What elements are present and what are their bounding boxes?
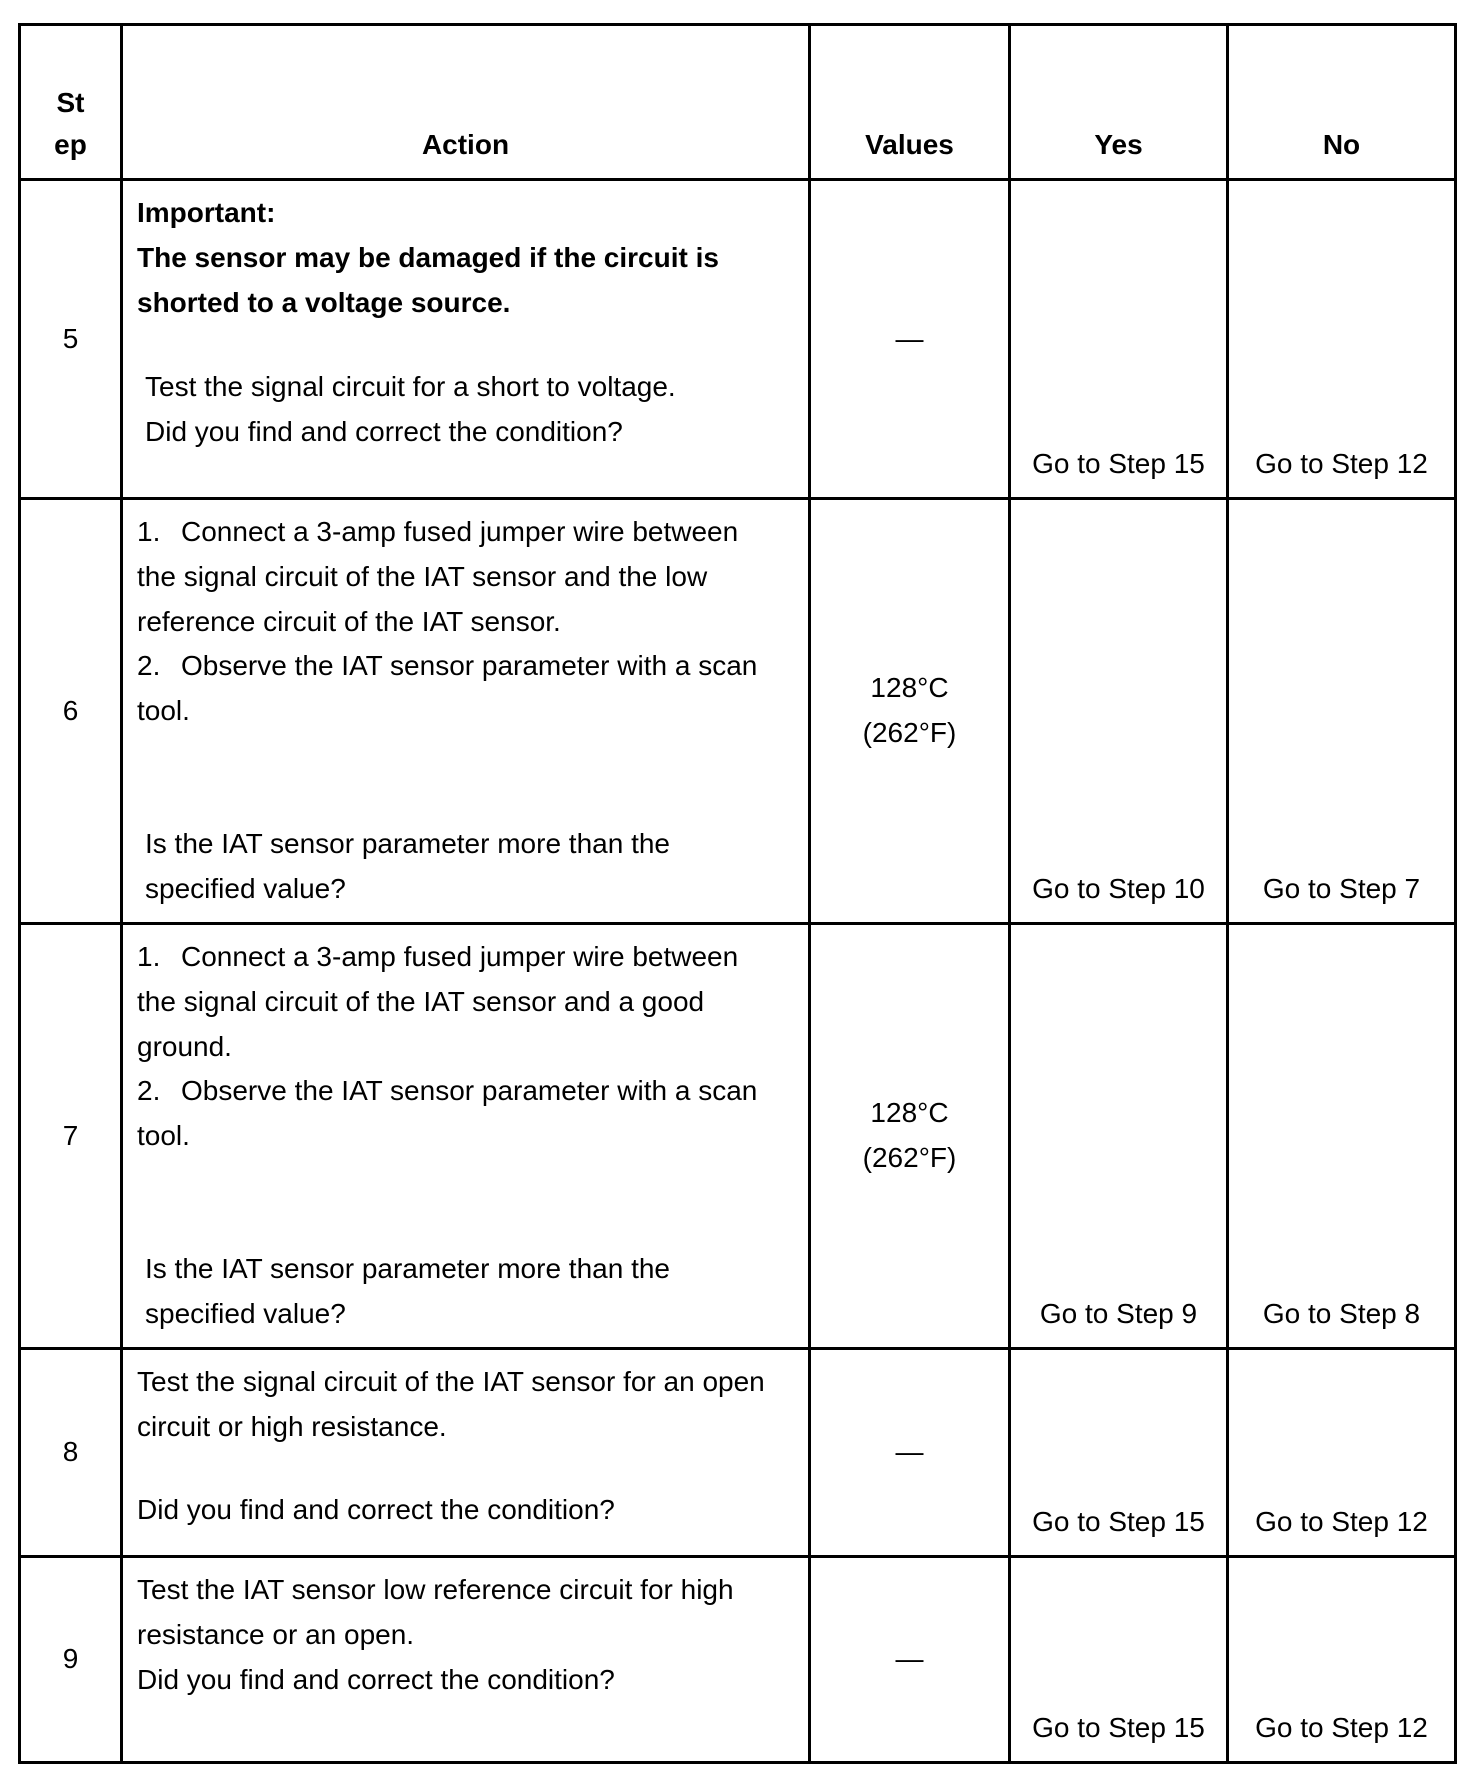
action-text: Test the signal circuit of the IAT sensor for an open circuit or high resistance.	[137, 1366, 765, 1442]
yes-cell: Go to Step 10	[1010, 499, 1228, 924]
item-number: 2.	[137, 650, 161, 682]
value-celsius: 128°C	[870, 1097, 949, 1129]
value-fahrenheit: (262°F)	[862, 717, 957, 748]
item-text: Observe the IAT sensor parameter with a scan tool.	[137, 1075, 758, 1152]
header-row	[20, 25, 1456, 180]
item-text: Connect a 3-amp fused jumper wire between the signal circuit of the IAT sensor and a good ground.	[137, 941, 739, 1062]
item-text: Connect a 3-amp fused jumper wire between the signal circuit of the IAT sensor and the low reference circuit of the IAT sensor.	[137, 516, 739, 637]
no-cell: Go to Step 12	[1228, 180, 1456, 499]
action-item-2	[137, 1069, 778, 1159]
important-body: The sensor may be damaged if the circuit is shorted to a voltage source.	[137, 241, 719, 318]
header-step-line1: St	[56, 87, 85, 118]
item-number: 2.	[137, 1075, 161, 1107]
step-number: 8	[20, 1349, 122, 1557]
value-cell	[810, 499, 1010, 924]
action-item-2	[137, 644, 778, 734]
action-question: Did you find and correct the condition?	[145, 416, 623, 448]
action-item-1	[137, 935, 778, 1069]
step-number: 5	[20, 180, 122, 499]
item-text: Observe the IAT sensor parameter with a scan tool.	[137, 650, 758, 727]
action-item-1	[137, 510, 778, 644]
header-step	[20, 25, 122, 180]
diagnostic-table	[18, 23, 1457, 1764]
step-number: 9	[20, 1557, 122, 1763]
value-cell: —	[810, 180, 1010, 499]
action-cell	[122, 1349, 810, 1557]
action-text: Test the IAT sensor low reference circuit for high resistance or an open.	[137, 1574, 734, 1650]
header-yes: Yes	[1010, 25, 1228, 180]
value-cell: —	[810, 1557, 1010, 1763]
action-question: Is the IAT sensor parameter more than the specified value?	[145, 1252, 670, 1329]
header-step-line2: ep	[54, 129, 87, 160]
action-question: Is the IAT sensor parameter more than the specified value?	[145, 827, 670, 904]
no-cell: Go to Step 8	[1228, 924, 1456, 1349]
table-row	[20, 1557, 1456, 1763]
step-number: 6	[20, 499, 122, 924]
item-number: 1.	[137, 941, 161, 972]
value-celsius: 128°C	[870, 672, 949, 704]
action-question: Did you find and correct the condition?	[137, 1663, 615, 1695]
action-question: Did you find and correct the condition?	[137, 1493, 615, 1525]
table-row	[20, 924, 1456, 1349]
step-number: 7	[20, 924, 122, 1349]
table-row	[20, 499, 1456, 924]
no-cell: Go to Step 12	[1228, 1557, 1456, 1763]
yes-cell: Go to Step 9	[1010, 924, 1228, 1349]
yes-cell: Go to Step 15	[1010, 180, 1228, 499]
header-values: Values	[810, 25, 1010, 180]
table-row	[20, 180, 1456, 499]
value-cell: —	[810, 1349, 1010, 1557]
value-cell	[810, 924, 1010, 1349]
action-cell	[122, 1557, 810, 1763]
action-text: Test the signal circuit for a short to voltage.	[145, 371, 676, 403]
action-cell	[122, 180, 810, 499]
item-number: 1.	[137, 516, 161, 547]
action-cell	[122, 499, 810, 924]
value-fahrenheit: (262°F)	[862, 1142, 957, 1173]
header-no: No	[1228, 25, 1456, 180]
table-row	[20, 1349, 1456, 1557]
yes-cell: Go to Step 15	[1010, 1349, 1228, 1557]
important-title: Important:	[137, 197, 276, 228]
no-cell: Go to Step 7	[1228, 499, 1456, 924]
no-cell: Go to Step 12	[1228, 1349, 1456, 1557]
yes-cell: Go to Step 15	[1010, 1557, 1228, 1763]
header-action: Action	[122, 25, 810, 180]
action-cell	[122, 924, 810, 1349]
